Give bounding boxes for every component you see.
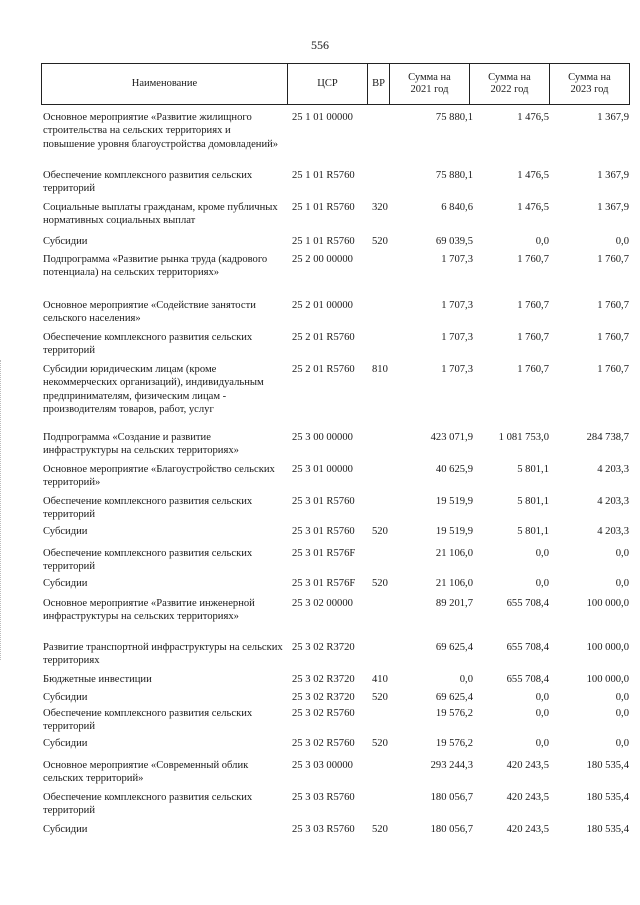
row-sum-2021: 1 707,3 <box>441 254 473 265</box>
row-vr-code: 520 <box>372 526 388 537</box>
row-sum-2021: 1 707,3 <box>441 364 473 375</box>
header-sum-2021: Сумма на 2021 год <box>389 64 469 104</box>
row-sum-2021: 75 880,1 <box>435 112 473 123</box>
row-sum-2021: 293 244,3 <box>430 760 473 771</box>
row-sum-2023: 1 367,9 <box>597 112 629 123</box>
row-csr-code: 25 3 00 00000 <box>292 432 353 443</box>
row-sum-2022: 0,0 <box>535 692 549 703</box>
row-sum-2023: 180 535,4 <box>586 824 629 835</box>
row-csr-code: 25 3 01 00000 <box>292 464 353 475</box>
row-sum-2022: 420 243,5 <box>506 824 549 835</box>
row-name: Подпрограмма «Развитие рынка труда (кадрового потенциала) на сельских территориях» <box>43 254 268 279</box>
row-sum-2022: 420 243,5 <box>506 760 549 771</box>
row-sum-2021: 21 106,0 <box>435 578 473 589</box>
row-sum-2023: 100 000,0 <box>586 642 629 653</box>
scan-margin-artifact <box>0 360 5 660</box>
row-sum-2021: 0,0 <box>459 674 473 685</box>
row-name: Обеспечение комплексного развития сельских территорий <box>43 170 253 195</box>
row-sum-2022: 655 708,4 <box>506 642 549 653</box>
page-number: 556 <box>311 38 329 52</box>
row-sum-2023: 0,0 <box>615 692 629 703</box>
row-name: Субсидии <box>43 526 88 537</box>
row-sum-2021: 19 519,9 <box>435 496 473 507</box>
row-csr-code: 25 3 03 00000 <box>292 760 353 771</box>
table-header <box>41 63 630 105</box>
row-sum-2022: 1 476,5 <box>517 202 549 213</box>
row-vr-code: 520 <box>372 738 388 749</box>
row-name: Основное мероприятие «Благоустройство сельских территорий» <box>43 464 275 489</box>
row-sum-2021: 423 071,9 <box>430 432 473 443</box>
row-sum-2021: 75 880,1 <box>435 170 473 181</box>
row-sum-2023: 100 000,0 <box>586 674 629 685</box>
row-name: Основное мероприятие «Современный облик сельских территорий» <box>43 760 249 785</box>
header-name: Наименование <box>41 64 287 104</box>
row-sum-2023: 1 760,7 <box>597 364 629 375</box>
row-vr-code: 810 <box>372 364 388 375</box>
row-csr-code: 25 3 02 R5760 <box>292 708 355 719</box>
row-vr-code: 520 <box>372 692 388 703</box>
row-name: Развитие транспортной инфраструктуры на сельских территориях <box>43 642 283 667</box>
row-sum-2021: 89 201,7 <box>435 598 473 609</box>
row-sum-2022: 0,0 <box>535 738 549 749</box>
row-vr-code: 520 <box>372 824 388 835</box>
row-sum-2023: 1 760,7 <box>597 254 629 265</box>
row-sum-2023: 0,0 <box>615 578 629 589</box>
row-csr-code: 25 2 01 R5760 <box>292 332 355 343</box>
row-csr-code: 25 1 01 R5760 <box>292 202 355 213</box>
row-sum-2023: 284 738,7 <box>586 432 629 443</box>
row-sum-2022: 420 243,5 <box>506 792 549 803</box>
row-sum-2022: 5 801,1 <box>517 526 549 537</box>
row-sum-2023: 4 203,3 <box>597 464 629 475</box>
row-sum-2023: 180 535,4 <box>586 792 629 803</box>
row-csr-code: 25 2 01 R5760 <box>292 364 355 375</box>
row-sum-2022: 0,0 <box>535 708 549 719</box>
row-sum-2021: 180 056,7 <box>430 792 473 803</box>
row-csr-code: 25 3 02 R3720 <box>292 674 355 685</box>
row-sum-2022: 0,0 <box>535 236 549 247</box>
row-csr-code: 25 2 01 00000 <box>292 300 353 311</box>
row-sum-2021: 21 106,0 <box>435 548 473 559</box>
row-sum-2022: 655 708,4 <box>506 598 549 609</box>
row-sum-2023: 0,0 <box>615 548 629 559</box>
row-name: Обеспечение комплексного развития сельских территорий <box>43 548 253 573</box>
row-name: Бюджетные инвестиции <box>43 674 152 685</box>
row-name: Субсидии <box>43 824 88 835</box>
row-name: Обеспечение комплексного развития сельских территорий <box>43 332 253 357</box>
row-sum-2021: 19 576,2 <box>435 738 473 749</box>
row-sum-2022: 1 760,7 <box>517 300 549 311</box>
header-csr: ЦСР <box>287 64 367 104</box>
row-sum-2021: 69 039,5 <box>435 236 473 247</box>
row-sum-2022: 5 801,1 <box>517 496 549 507</box>
row-sum-2023: 1 760,7 <box>597 300 629 311</box>
row-name: Основное мероприятие «Содействие занятости сельского населения» <box>43 300 256 325</box>
row-sum-2023: 0,0 <box>615 236 629 247</box>
row-sum-2023: 4 203,3 <box>597 496 629 507</box>
row-csr-code: 25 2 00 00000 <box>292 254 353 265</box>
row-csr-code: 25 3 01 R576F <box>292 548 356 559</box>
row-sum-2021: 19 576,2 <box>435 708 473 719</box>
row-sum-2021: 19 519,9 <box>435 526 473 537</box>
row-sum-2022: 1 476,5 <box>517 112 549 123</box>
row-csr-code: 25 3 02 R5760 <box>292 738 355 749</box>
row-name: Субсидии <box>43 692 88 703</box>
row-sum-2022: 5 801,1 <box>517 464 549 475</box>
row-sum-2021: 40 625,9 <box>435 464 473 475</box>
row-csr-code: 25 3 01 R5760 <box>292 496 355 507</box>
row-name: Субсидии <box>43 236 88 247</box>
row-sum-2022: 0,0 <box>535 578 549 589</box>
budget-table <box>41 63 630 835</box>
row-name: Социальные выплаты гражданам, кроме публичных нормативных социальных выплат <box>43 202 278 227</box>
row-sum-2021: 6 840,6 <box>441 202 473 213</box>
header-sum-2022: Сумма на 2022 год <box>469 64 549 104</box>
row-csr-code: 25 1 01 00000 <box>292 112 353 123</box>
row-name: Основное мероприятие «Развитие инженерной инфраструктуры на сельских территориях» <box>43 598 255 623</box>
row-name: Подпрограмма «Создание и развитие инфраструктуры на сельских территориях» <box>43 432 239 457</box>
row-name: Субсидии юридическим лицам (кроме некоммерческих организаций), индивидуальным предпринимателям, физическим лицам - производителям товаров, работ, услуг <box>43 364 264 416</box>
row-sum-2021: 69 625,4 <box>435 692 473 703</box>
row-csr-code: 25 3 03 R5760 <box>292 792 355 803</box>
row-name: Субсидии <box>43 578 88 589</box>
row-sum-2022: 655 708,4 <box>506 674 549 685</box>
row-sum-2023: 180 535,4 <box>586 760 629 771</box>
row-vr-code: 520 <box>372 578 388 589</box>
row-csr-code: 25 1 01 R5760 <box>292 236 355 247</box>
row-name: Обеспечение комплексного развития сельских территорий <box>43 496 253 521</box>
row-sum-2022: 1 476,5 <box>517 170 549 181</box>
row-csr-code: 25 3 01 R5760 <box>292 526 355 537</box>
header-vr: ВР <box>367 64 389 104</box>
row-sum-2023: 100 000,0 <box>586 598 629 609</box>
header-sum-2023: Сумма на 2023 год <box>549 64 630 104</box>
row-vr-code: 320 <box>372 202 388 213</box>
row-sum-2022: 1 081 753,0 <box>498 432 549 443</box>
row-sum-2021: 69 625,4 <box>435 642 473 653</box>
row-csr-code: 25 3 03 R5760 <box>292 824 355 835</box>
row-sum-2022: 1 760,7 <box>517 254 549 265</box>
row-sum-2022: 0,0 <box>535 548 549 559</box>
row-csr-code: 25 3 01 R576F <box>292 578 356 589</box>
row-sum-2022: 1 760,7 <box>517 332 549 343</box>
row-csr-code: 25 3 02 00000 <box>292 598 353 609</box>
row-name: Основное мероприятие «Развитие жилищного строительства на сельских территориях и повышение уровня благоустройства домовладений» <box>43 112 279 150</box>
row-sum-2023: 0,0 <box>615 738 629 749</box>
row-sum-2021: 1 707,3 <box>441 332 473 343</box>
row-name: Обеспечение комплексного развития сельских территорий <box>43 792 253 817</box>
row-sum-2021: 180 056,7 <box>430 824 473 835</box>
row-sum-2023: 4 203,3 <box>597 526 629 537</box>
row-vr-code: 410 <box>372 674 388 685</box>
row-sum-2022: 1 760,7 <box>517 364 549 375</box>
row-csr-code: 25 3 02 R3720 <box>292 642 355 653</box>
row-csr-code: 25 1 01 R5760 <box>292 170 355 181</box>
row-name: Обеспечение комплексного развития сельских территорий <box>43 708 253 733</box>
row-sum-2021: 1 707,3 <box>441 300 473 311</box>
row-sum-2023: 1 367,9 <box>597 170 629 181</box>
row-csr-code: 25 3 02 R3720 <box>292 692 355 703</box>
row-sum-2023: 0,0 <box>615 708 629 719</box>
row-vr-code: 520 <box>372 236 388 247</box>
row-name: Субсидии <box>43 738 88 749</box>
row-sum-2023: 1 760,7 <box>597 332 629 343</box>
row-sum-2023: 1 367,9 <box>597 202 629 213</box>
